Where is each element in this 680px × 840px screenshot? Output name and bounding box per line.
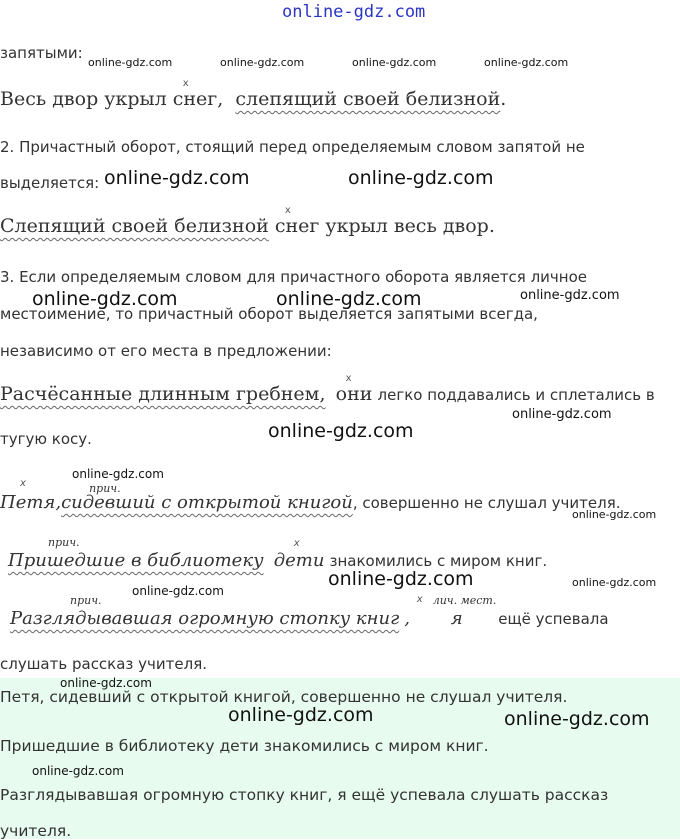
watermark: online-gdz.com (512, 407, 612, 422)
rule-line: 3. Если определяемым словом для причастного оборота является личное (0, 268, 588, 286)
x-mark: x (345, 373, 352, 384)
watermark: online-gdz.com (484, 56, 569, 69)
watermark: online-gdz.com (104, 167, 250, 189)
watermark: online-gdz.com (268, 420, 414, 442)
participle-phrase: слепящий своей белизной (235, 88, 501, 110)
watermark: online-gdz.com (282, 2, 426, 22)
watermark: online-gdz.com (132, 584, 224, 598)
watermark: online-gdz.com (60, 676, 152, 690)
defined-word: x они (335, 373, 373, 405)
text-line: слушать рассказ учителя. (0, 655, 208, 673)
period: . (500, 88, 507, 110)
defined-word: x снег (274, 205, 320, 237)
comma: , (404, 608, 411, 629)
rule-line: 2. Причастный оборот, стоящий перед определяемым словом запятой не (0, 138, 585, 156)
handwritten-sentence (10, 594, 609, 629)
rule-line: местоимение, то причастный оборот выделяется запятыми всегда, (0, 305, 538, 323)
defined-word: x Петя, (0, 478, 62, 513)
watermark: online-gdz.com (72, 467, 164, 481)
participle-mark: прич. (70, 594, 102, 607)
defined-word: x дети (273, 538, 325, 571)
x-mark: x (182, 78, 189, 89)
x-mark: x (284, 205, 291, 216)
answer-line: Петя, сидевший с открытой книгой, совершенно не слушал учителя. (0, 688, 568, 706)
example-sentence (0, 373, 655, 405)
comma: , (217, 88, 224, 110)
x-mark: x (293, 538, 300, 549)
text: Весь двор укрыл (0, 88, 173, 110)
watermark: online-gdz.com (572, 576, 657, 589)
defined-word: x снег (172, 78, 218, 110)
participle-phrase: прич. сидевший с открытой книгой (61, 482, 353, 513)
watermark: online-gdz.com (520, 288, 620, 303)
answer-line: Пришедшие в библиотеку дети знакомились с миром книг. (0, 737, 489, 755)
watermark: online-gdz.com (348, 167, 494, 189)
x-mark: x (20, 478, 26, 489)
text-line: запятыми: (0, 44, 83, 62)
watermark: online-gdz.com (352, 56, 437, 69)
participle-mark: прич. (48, 536, 80, 549)
x-mark: x (416, 594, 423, 605)
participle-phrase: Слепящий своей белизной (0, 215, 269, 237)
rule-line: независимо от его места в предложении: (0, 342, 332, 360)
pronoun-mark: лич. мест. (432, 594, 497, 607)
answer-line: учителя. (0, 822, 72, 840)
text: укрыл весь двор. (325, 215, 495, 237)
defined-word: x лич. мест. я (416, 594, 497, 629)
handwritten-sentence (0, 478, 621, 513)
example-sentence (0, 78, 507, 110)
rule-line: выделяется: (0, 174, 100, 192)
text-line: тугую косу. (0, 430, 92, 448)
watermark: online-gdz.com (228, 704, 374, 726)
watermark: online-gdz.com (32, 764, 124, 778)
participle-phrase: Расчёсанные длинным гребнем, (0, 383, 326, 405)
example-sentence (0, 205, 495, 237)
watermark: online-gdz.com (88, 56, 173, 69)
text: знакомились с миром книг. (329, 552, 548, 570)
watermark: online-gdz.com (32, 288, 178, 310)
answer-line: Разглядывавшая огромную стопку книг, я ещё успевала слушать рассказ (0, 786, 609, 804)
participle-phrase: прич. Разглядывавшая огромную стопку книг (10, 594, 400, 629)
text: , совершенно не слушал учителя. (352, 494, 621, 512)
watermark: online-gdz.com (276, 288, 422, 310)
watermark: online-gdz.com (328, 568, 474, 590)
watermark: online-gdz.com (572, 508, 657, 521)
watermark: online-gdz.com (504, 708, 650, 730)
text: ещё успевала (498, 610, 609, 628)
text: легко поддавались и сплетались в (377, 386, 655, 404)
participle-mark: прич. (89, 482, 121, 495)
participle-phrase: прич. Пришедшие в библиотеку (8, 536, 264, 571)
watermark: online-gdz.com (220, 56, 305, 69)
